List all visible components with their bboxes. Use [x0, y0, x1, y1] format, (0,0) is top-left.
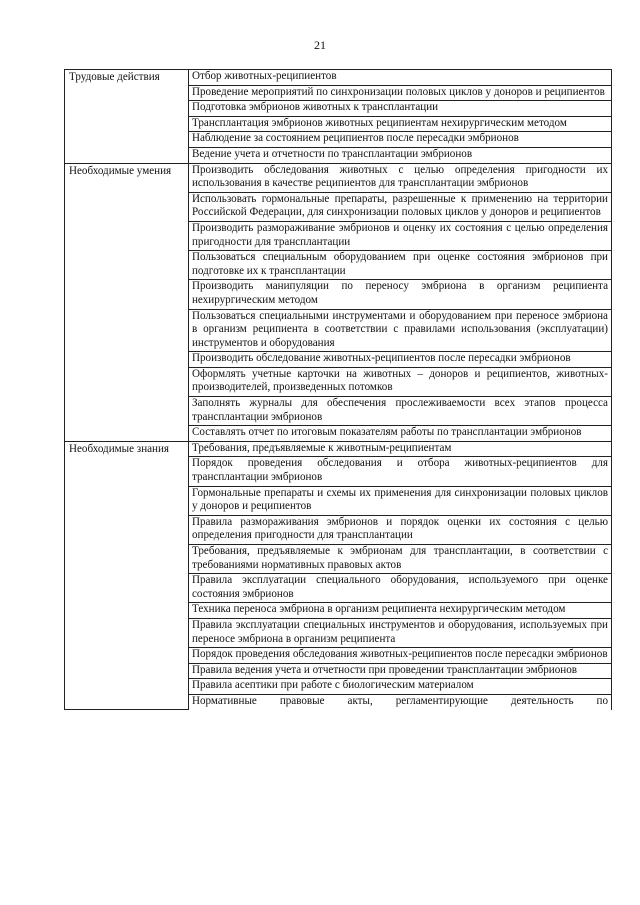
table-cell: Отбор животных-реципиентов: [189, 70, 612, 86]
table-row: [65, 441, 612, 457]
table-cell: Заполнять журналы для обеспечения прослеживаемости всех этапов процесса трансплантации эмбрионов: [189, 397, 612, 426]
table-cell: Ведение учета и отчетности по трансплантации эмбрионов: [189, 147, 612, 163]
table-cell: Правила ведения учета и отчетности при проведении трансплантации эмбрионов: [189, 663, 612, 679]
table-cell: Производить обследования животных с целью определения пригодности их использования в качестве реципиентов для трансплантации эмбрионов: [189, 163, 612, 192]
table-cell: Оформлять учетные карточки на животных – доноров и реципиентов, животных-производителей, произведенных потомков: [189, 367, 612, 396]
table-row: [65, 163, 612, 192]
section-label-labor-actions: Трудовые действия: [65, 70, 189, 164]
table-cell: Порядок проведения обследования животных-реципиентов после пересадки эмбрионов: [189, 648, 612, 664]
table-cell: Требования, предъявляемые к животным-реципиентам: [189, 441, 612, 457]
table-cell: Производить размораживание эмбрионов и оценку их состояния с целью определения пригодности для трансплантации: [189, 221, 612, 250]
table-cell: Правила асептики при работе с биологическим материалом: [189, 679, 612, 695]
table-cell: Наблюдение за состоянием реципиентов после пересадки эмбрионов: [189, 132, 612, 148]
section-label-required-skills: Необходимые умения: [65, 163, 189, 441]
table-cell: Правила размораживания эмбрионов и порядок оценки их состояния с целью определения пригодности для трансплантации: [189, 515, 612, 544]
table-cell: Гормональные препараты и схемы их применения для синхронизации половых циклов у доноров и реципиентов: [189, 486, 612, 515]
section-label-required-knowledge: Необходимые знания: [65, 441, 189, 709]
table-cell: Пользоваться специальными инструментами и оборудованием при переносе эмбриона в организм реципиента в соответствии с правилами использования (эксплуатации) инструментов и оборудования: [189, 309, 612, 352]
table-cell: Техника переноса эмбриона в организм реципиента нехирургическим методом: [189, 603, 612, 619]
table-cell: Пользоваться специальным оборудованием при оценке состояния эмбрионов при подготовке их к трансплантации: [189, 251, 612, 280]
page-number: 21: [314, 38, 326, 52]
table-cell: Подготовка эмбрионов животных к трансплантации: [189, 101, 612, 117]
table-cell: Правила эксплуатации специальных инструментов и оборудования, используемых при переносе эмбриона в организм реципиента: [189, 618, 612, 647]
table-row: [65, 70, 612, 86]
table-cell: Проведение мероприятий по синхронизации половых циклов у доноров и реципиентов: [189, 85, 612, 101]
table-cell: Производить манипуляции по переносу эмбриона в организм реципиента нехирургическим методом: [189, 280, 612, 309]
table-cell: Составлять отчет по итоговым показателям работы по трансплантации эмбрионов: [189, 426, 612, 442]
table-cell: Производить обследование животных-реципиентов после пересадки эмбрионов: [189, 352, 612, 368]
table-cell: Правила эксплуатации специального оборудования, используемого при оценке состояния эмбрионов: [189, 574, 612, 603]
table-cell: Порядок проведения обследования и отбора животных-реципиентов для трансплантации эмбрионов: [189, 457, 612, 486]
table-cell: Использовать гормональные препараты, разрешенные к применению на территории Российской Федерации, для синхронизации половых циклов у доноров и реципиентов: [189, 192, 612, 221]
competency-table: [64, 69, 612, 710]
table-cell: Трансплантация эмбрионов животных реципиентам нехирургическим методом: [189, 116, 612, 132]
table-cell: Нормативные правовые акты, регламентирующие деятельность по: [189, 694, 612, 709]
table-cell: Требования, предъявляемые к эмбрионам для трансплантации, в соответствии с требованиями нормативных правовых актов: [189, 545, 612, 574]
